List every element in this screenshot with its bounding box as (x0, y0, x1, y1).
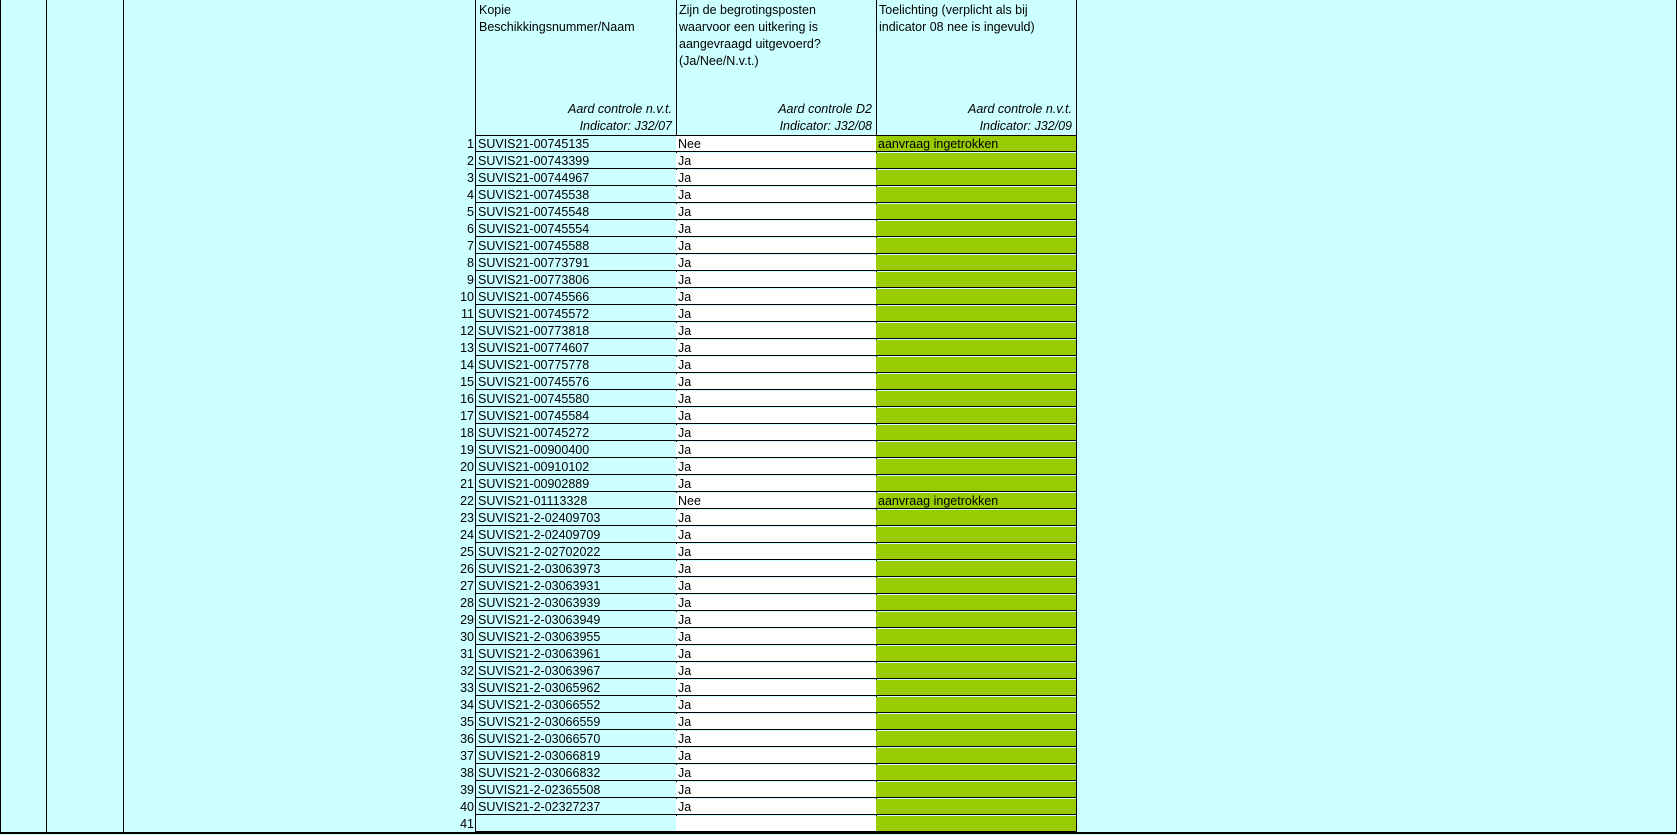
beschikkingsnummer-cell[interactable]: SUVIS21-2-02327237 (476, 799, 676, 815)
row-number: 14 (460, 358, 474, 372)
uitgevoerd-cell[interactable]: Ja (676, 629, 876, 645)
row-number: 20 (460, 460, 474, 474)
row-number: 11 (461, 307, 474, 321)
beschikkingsnummer-cell[interactable] (476, 816, 676, 832)
uitgevoerd-cell[interactable]: Ja (676, 391, 876, 407)
uitgevoerd-cell[interactable]: Ja (676, 459, 876, 475)
toelichting-cell[interactable] (876, 238, 1076, 254)
toelichting-cell[interactable] (876, 459, 1076, 475)
sheet-bottom-border (0, 832, 1677, 834)
toelichting-cell[interactable] (876, 561, 1076, 577)
toelichting-cell[interactable] (876, 340, 1076, 356)
row-number: 27 (460, 579, 474, 593)
toelichting-cell[interactable] (876, 697, 1076, 713)
uitgevoerd-cell[interactable]: Ja (676, 408, 876, 424)
header-indicator: Indicator: J32/08 (779, 119, 872, 133)
beschikkingsnummer-cell[interactable]: SUVIS21-2-02702022 (476, 544, 676, 560)
beschikkingsnummer-cell[interactable]: SUVIS21-2-03063931 (476, 578, 676, 594)
header-title: Kopie Beschikkingsnummer/Naam (479, 3, 635, 34)
uitgevoerd-cell[interactable]: Ja (676, 561, 876, 577)
beschikkingsnummer-cell[interactable]: SUVIS21-2-03063967 (476, 663, 676, 679)
header-indicator: Indicator: J32/09 (979, 119, 1072, 133)
toelichting-cell[interactable] (876, 289, 1076, 305)
beschikkingsnummer-cell[interactable]: SUVIS21-2-03063949 (476, 612, 676, 628)
uitgevoerd-cell[interactable]: Ja (676, 748, 876, 764)
uitgevoerd-cell[interactable] (676, 816, 876, 832)
header-meta (568, 101, 672, 135)
beschikkingsnummer-cell[interactable]: SUVIS21-2-03066819 (476, 748, 676, 764)
row-number: 29 (460, 613, 474, 627)
uitgevoerd-cell[interactable]: Ja (676, 731, 876, 747)
uitgevoerd-cell[interactable]: Ja (676, 272, 876, 288)
toelichting-cell[interactable] (876, 595, 1076, 611)
toelichting-cell[interactable] (876, 442, 1076, 458)
row-number: 34 (460, 698, 474, 712)
beschikkingsnummer-cell[interactable]: SUVIS21-2-03063939 (476, 595, 676, 611)
beschikkingsnummer-cell[interactable]: SUVIS21-00744967 (476, 170, 676, 186)
row-number: 39 (460, 783, 474, 797)
row-number: 24 (460, 528, 474, 542)
row-number: 31 (460, 647, 474, 661)
uitgevoerd-cell[interactable]: Ja (676, 697, 876, 713)
uitgevoerd-cell[interactable]: Ja (676, 765, 876, 781)
row-number: 41 (460, 817, 474, 831)
toelichting-cell[interactable] (876, 544, 1076, 560)
row-number: 37 (460, 749, 474, 763)
row-number: 33 (460, 681, 474, 695)
row-number: 16 (460, 392, 474, 406)
uitgevoerd-cell[interactable]: Ja (676, 442, 876, 458)
beschikkingsnummer-cell[interactable]: SUVIS21-00745548 (476, 204, 676, 220)
column-border (123, 0, 124, 834)
row-number: 30 (460, 630, 474, 644)
toelichting-cell[interactable] (876, 748, 1076, 764)
uitgevoerd-cell[interactable]: Ja (676, 595, 876, 611)
beschikkingsnummer-cell[interactable]: SUVIS21-00773818 (476, 323, 676, 339)
beschikkingsnummer-cell[interactable]: SUVIS21-00745566 (476, 289, 676, 305)
toelichting-cell[interactable] (876, 799, 1076, 815)
uitgevoerd-cell[interactable]: Ja (676, 238, 876, 254)
toelichting-cell[interactable] (876, 187, 1076, 203)
header-aard: Aard controle n.v.t. (568, 102, 672, 116)
beschikkingsnummer-cell[interactable]: SUVIS21-2-02409709 (476, 527, 676, 543)
row-number: 17 (460, 409, 474, 423)
header-beschikkingsnummer (476, 0, 676, 135)
uitgevoerd-cell[interactable]: Ja (676, 578, 876, 594)
header-title: Toelichting (verplicht als bij indicator 08 nee is ingevuld) (879, 3, 1035, 34)
toelichting-cell[interactable] (876, 204, 1076, 220)
toelichting-cell[interactable] (876, 510, 1076, 526)
beschikkingsnummer-cell[interactable]: SUVIS21-2-03066832 (476, 765, 676, 781)
uitgevoerd-cell[interactable]: Ja (676, 357, 876, 373)
uitgevoerd-cell[interactable]: Ja (676, 799, 876, 815)
beschikkingsnummer-cell[interactable]: SUVIS21-00773806 (476, 272, 676, 288)
toelichting-cell[interactable] (876, 782, 1076, 798)
toelichting-cell[interactable] (876, 578, 1076, 594)
beschikkingsnummer-cell[interactable]: SUVIS21-2-02365508 (476, 782, 676, 798)
uitgevoerd-cell[interactable]: Nee (676, 493, 876, 509)
beschikkingsnummer-cell[interactable]: SUVIS21-00745135 (476, 136, 676, 152)
uitgevoerd-cell[interactable]: Ja (676, 425, 876, 441)
beschikkingsnummer-cell[interactable]: SUVIS21-00902889 (476, 476, 676, 492)
uitgevoerd-cell[interactable]: Ja (676, 289, 876, 305)
row-number: 28 (460, 596, 474, 610)
uitgevoerd-cell[interactable]: Ja (676, 782, 876, 798)
toelichting-cell[interactable]: aanvraag ingetrokken (876, 493, 1076, 509)
header-meta (968, 101, 1072, 135)
uitgevoerd-cell[interactable]: Ja (676, 476, 876, 492)
toelichting-cell[interactable] (876, 816, 1076, 832)
uitgevoerd-cell[interactable]: Ja (676, 340, 876, 356)
uitgevoerd-cell[interactable]: Ja (676, 663, 876, 679)
toelichting-cell[interactable] (876, 170, 1076, 186)
toelichting-cell[interactable] (876, 731, 1076, 747)
column-border (1076, 0, 1077, 834)
row-number: 35 (460, 715, 474, 729)
uitgevoerd-cell[interactable]: Nee (676, 136, 876, 152)
header-aard: Aard controle D2 (778, 102, 872, 116)
row-number: 2 (467, 154, 474, 168)
row-number: 5 (467, 205, 474, 219)
row-number: 12 (460, 324, 474, 338)
uitgevoerd-cell[interactable]: Ja (676, 187, 876, 203)
row-number: 13 (460, 341, 474, 355)
uitgevoerd-cell[interactable]: Ja (676, 170, 876, 186)
toelichting-cell[interactable] (876, 408, 1076, 424)
uitgevoerd-cell[interactable]: Ja (676, 714, 876, 730)
header-title: Zijn de begrotingsposten waarvoor een uitkering is aangevraagd uitgevoerd? (Ja/Nee/N.v.t.) (679, 3, 821, 68)
row-number: 32 (460, 664, 474, 678)
uitgevoerd-cell[interactable]: Ja (676, 544, 876, 560)
beschikkingsnummer-cell[interactable]: SUVIS21-2-03066552 (476, 697, 676, 713)
toelichting-cell[interactable] (876, 306, 1076, 322)
beschikkingsnummer-cell[interactable]: SUVIS21-00900400 (476, 442, 676, 458)
uitgevoerd-cell[interactable]: Ja (676, 204, 876, 220)
beschikkingsnummer-cell[interactable]: SUVIS21-2-02409703 (476, 510, 676, 526)
toelichting-cell[interactable] (876, 612, 1076, 628)
row-number: 40 (460, 800, 474, 814)
beschikkingsnummer-cell[interactable]: SUVIS21-00745588 (476, 238, 676, 254)
toelichting-cell[interactable] (876, 323, 1076, 339)
row-number: 36 (460, 732, 474, 746)
toelichting-cell[interactable] (876, 357, 1076, 373)
uitgevoerd-cell[interactable]: Ja (676, 153, 876, 169)
row-number: 4 (467, 188, 474, 202)
beschikkingsnummer-cell[interactable]: SUVIS21-00745576 (476, 374, 676, 390)
toelichting-cell[interactable] (876, 527, 1076, 543)
row-number: 19 (460, 443, 474, 457)
column-border (0, 0, 1, 834)
uitgevoerd-cell[interactable]: Ja (676, 680, 876, 696)
beschikkingsnummer-cell[interactable]: SUVIS21-00745272 (476, 425, 676, 441)
beschikkingsnummer-cell[interactable]: SUVIS21-00745584 (476, 408, 676, 424)
uitgevoerd-cell[interactable]: Ja (676, 255, 876, 271)
row-number: 15 (460, 375, 474, 389)
row-number: 22 (460, 494, 474, 508)
toelichting-cell[interactable] (876, 680, 1076, 696)
beschikkingsnummer-cell[interactable]: SUVIS21-00745572 (476, 306, 676, 322)
beschikkingsnummer-cell[interactable]: SUVIS21-00910102 (476, 459, 676, 475)
beschikkingsnummer-cell[interactable]: SUVIS21-00745538 (476, 187, 676, 203)
beschikkingsnummer-cell[interactable]: SUVIS21-00775778 (476, 357, 676, 373)
header-begrotingsposten (676, 0, 876, 135)
row-number: 7 (467, 239, 474, 253)
toelichting-cell[interactable] (876, 425, 1076, 441)
beschikkingsnummer-cell[interactable]: SUVIS21-00774607 (476, 340, 676, 356)
row-number: 18 (460, 426, 474, 440)
uitgevoerd-cell[interactable]: Ja (676, 612, 876, 628)
toelichting-cell[interactable] (876, 476, 1076, 492)
header-toelichting (876, 0, 1076, 135)
toelichting-cell[interactable] (876, 272, 1076, 288)
uitgevoerd-cell[interactable]: Ja (676, 323, 876, 339)
toelichting-cell[interactable] (876, 221, 1076, 237)
toelichting-cell[interactable] (876, 391, 1076, 407)
toelichting-cell[interactable] (876, 153, 1076, 169)
toelichting-cell[interactable] (876, 663, 1076, 679)
uitgevoerd-cell[interactable]: Ja (676, 374, 876, 390)
header-indicator: Indicator: J32/07 (579, 119, 672, 133)
uitgevoerd-cell[interactable]: Ja (676, 527, 876, 543)
beschikkingsnummer-cell[interactable]: SUVIS21-2-03065962 (476, 680, 676, 696)
toelichting-cell[interactable]: aanvraag ingetrokken (876, 136, 1076, 152)
toelichting-cell[interactable] (876, 629, 1076, 645)
beschikkingsnummer-cell[interactable]: SUVIS21-2-03066570 (476, 731, 676, 747)
beschikkingsnummer-cell[interactable]: SUVIS21-00773791 (476, 255, 676, 271)
uitgevoerd-cell[interactable]: Ja (676, 510, 876, 526)
toelichting-cell[interactable] (876, 255, 1076, 271)
beschikkingsnummer-cell[interactable]: SUVIS21-2-03066559 (476, 714, 676, 730)
beschikkingsnummer-cell[interactable]: SUVIS21-2-03063955 (476, 629, 676, 645)
uitgevoerd-cell[interactable]: Ja (676, 306, 876, 322)
beschikkingsnummer-cell[interactable]: SUVIS21-2-03063961 (476, 646, 676, 662)
row-number: 9 (467, 273, 474, 287)
column-border (46, 0, 47, 834)
uitgevoerd-cell[interactable]: Ja (676, 646, 876, 662)
uitgevoerd-cell[interactable]: Ja (676, 221, 876, 237)
row-number: 1 (467, 137, 474, 151)
row-number: 26 (460, 562, 474, 576)
row-number: 10 (460, 290, 474, 304)
row-number: 3 (467, 171, 474, 185)
toelichting-cell[interactable] (876, 714, 1076, 730)
beschikkingsnummer-cell[interactable]: SUVIS21-00743399 (476, 153, 676, 169)
beschikkingsnummer-cell[interactable]: SUVIS21-00745580 (476, 391, 676, 407)
beschikkingsnummer-cell[interactable]: SUVIS21-2-03063973 (476, 561, 676, 577)
toelichting-cell[interactable] (876, 374, 1076, 390)
row-number: 6 (467, 222, 474, 236)
row-number: 25 (460, 545, 474, 559)
row-number: 21 (460, 477, 474, 491)
row-number: 8 (467, 256, 474, 270)
header-meta (778, 101, 872, 135)
beschikkingsnummer-cell[interactable]: SUVIS21-00745554 (476, 221, 676, 237)
toelichting-cell[interactable] (876, 765, 1076, 781)
row-number: 23 (460, 511, 474, 525)
toelichting-cell[interactable] (876, 646, 1076, 662)
header-aard: Aard controle n.v.t. (968, 102, 1072, 116)
beschikkingsnummer-cell[interactable]: SUVIS21-01113328 (476, 493, 676, 509)
row-number: 38 (460, 766, 474, 780)
